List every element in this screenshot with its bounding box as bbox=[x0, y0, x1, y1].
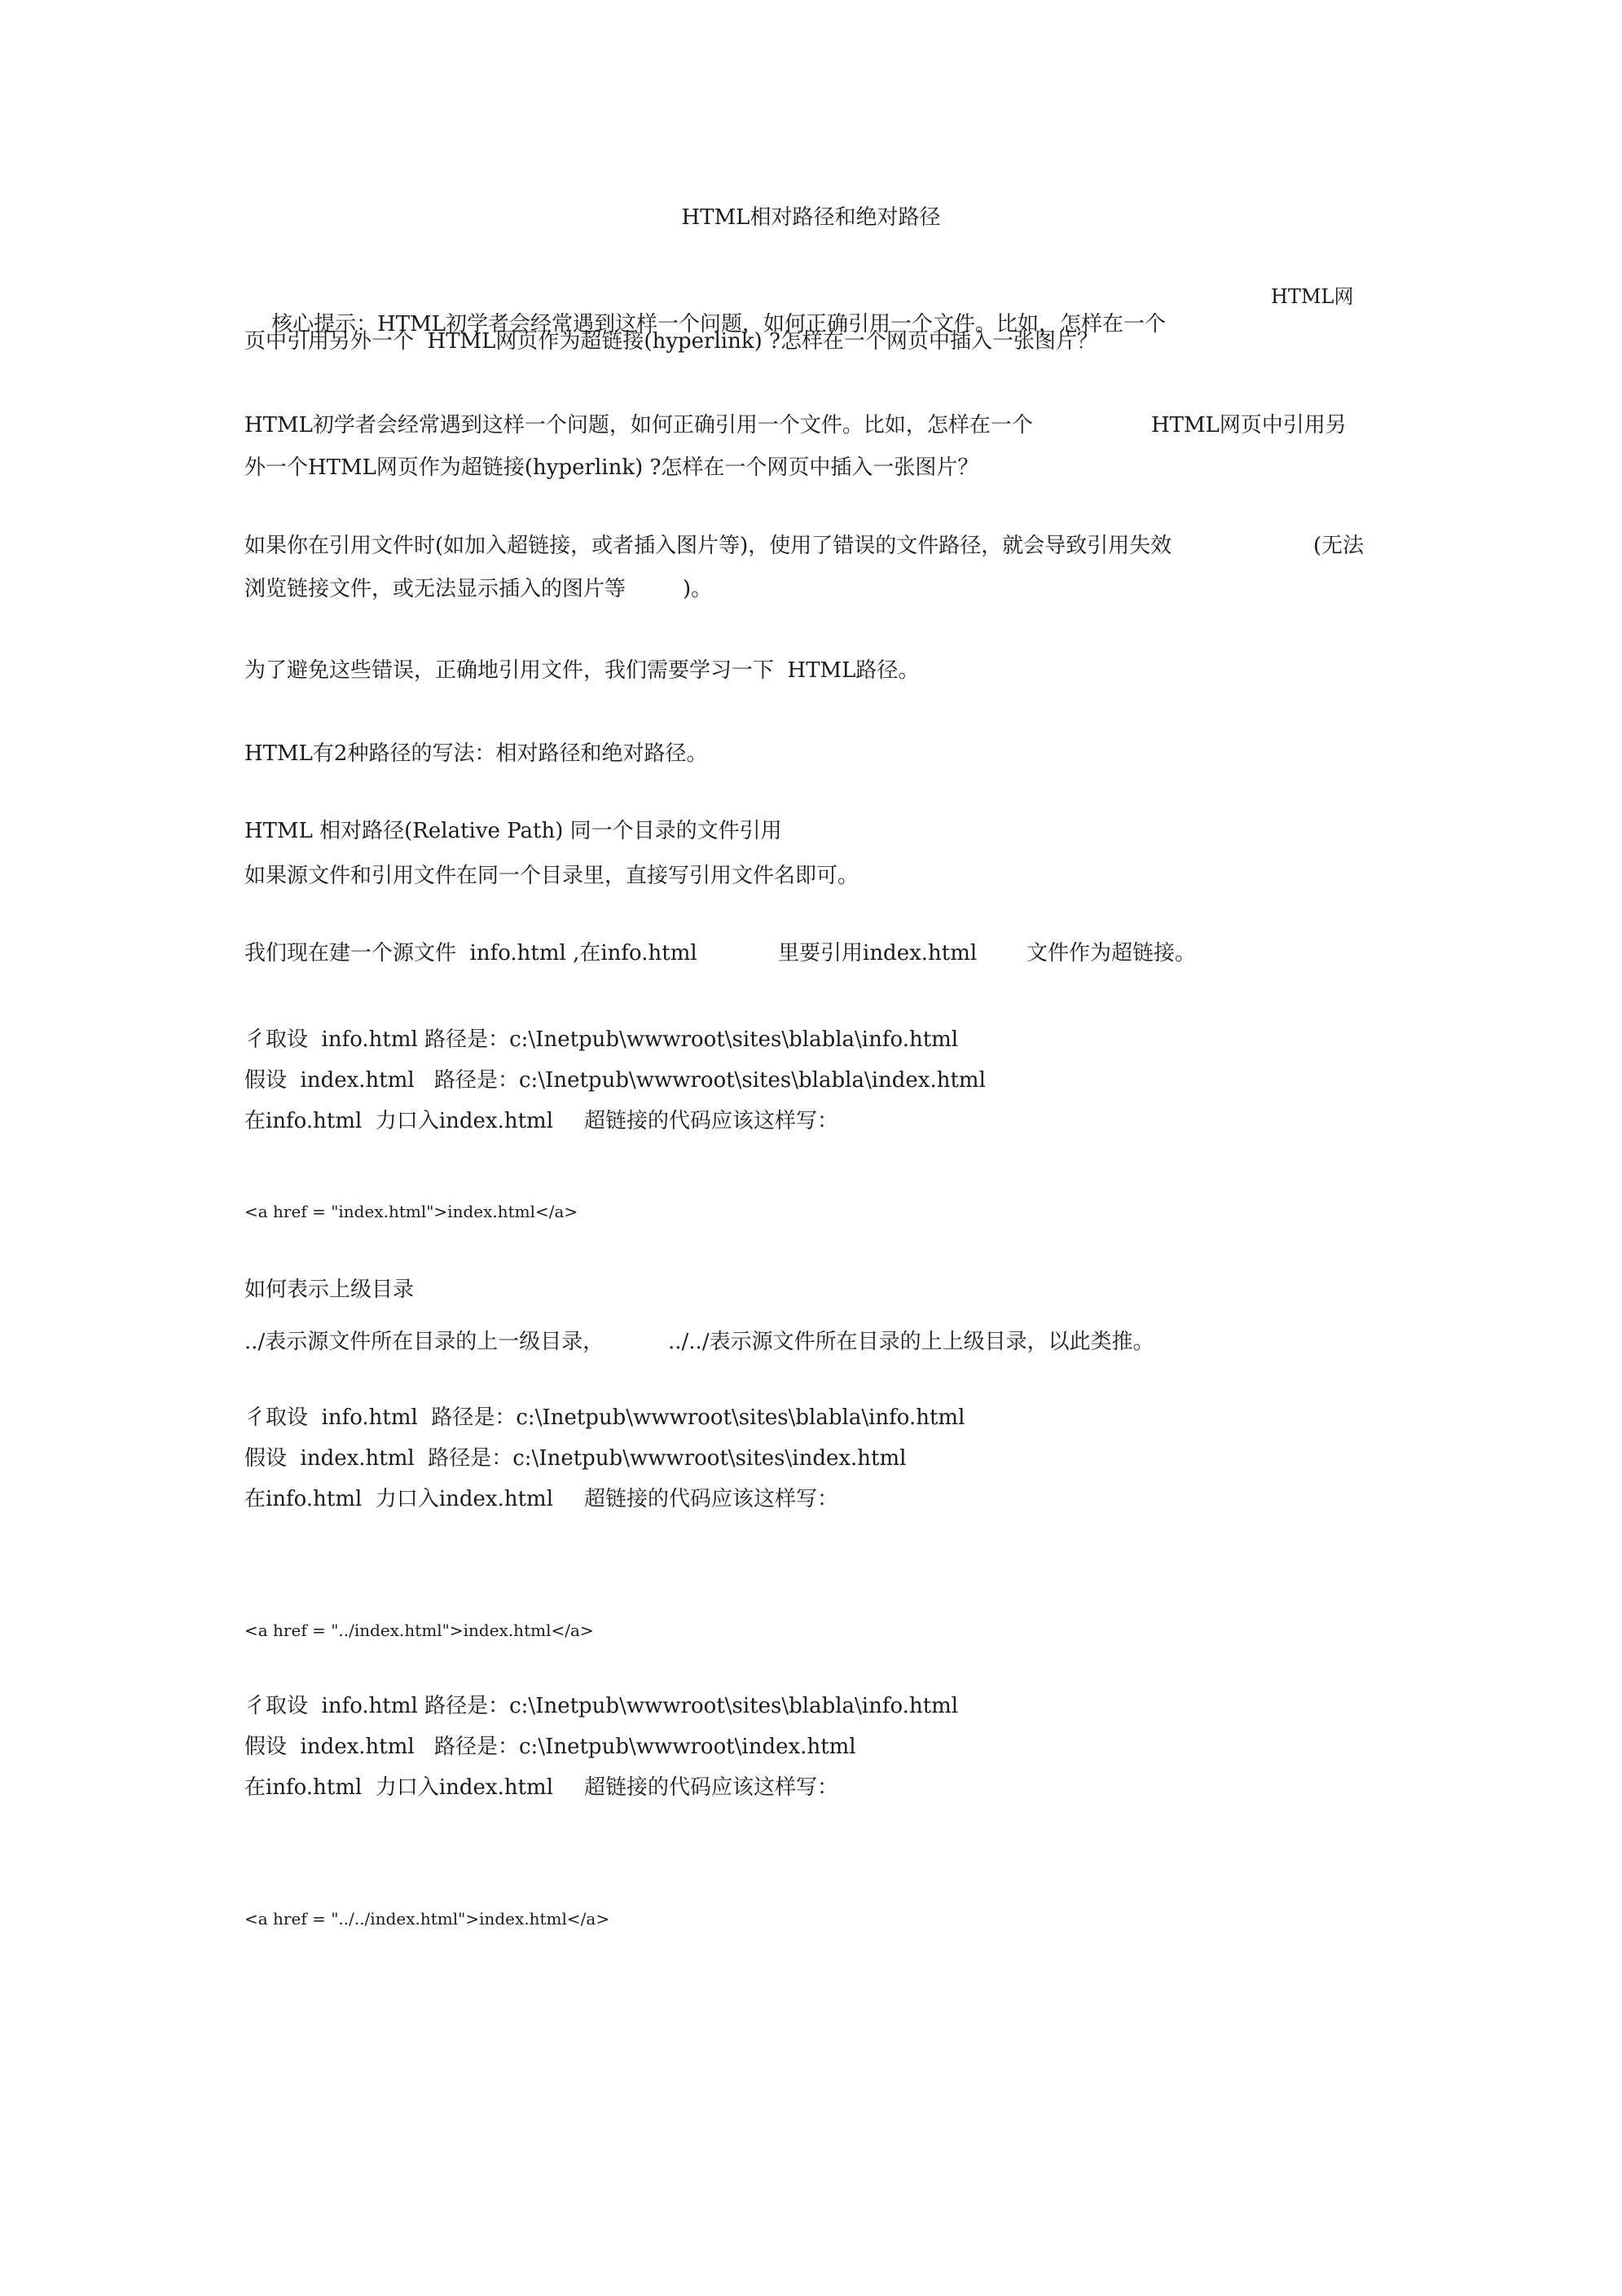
ex1-source-path: 彳取设 info.html 路径是：c:\Inetpub\wwwroot\sites\blabla\info.html bbox=[244, 1027, 959, 1052]
relative-path-desc: 如果源文件和引用文件在同一个目录里，直接写引用文件名即可。 bbox=[244, 864, 859, 888]
ex1-code: <a href = "index.html">index.html</a> bbox=[244, 1202, 578, 1221]
ex1-instruction-a: 在info.html 力口入index.html bbox=[244, 1109, 554, 1133]
ex3-code: <a href = "../../index.html">index.html</a> bbox=[244, 1909, 610, 1929]
document-title: HTML相对路径和绝对路径 bbox=[681, 205, 941, 230]
warning-line-1-tail: (无法 bbox=[1313, 534, 1365, 558]
two-ways-paragraph: HTML有2种路径的写法：相对路径和绝对路径。 bbox=[244, 741, 708, 766]
warning-line-2: 浏览链接文件，或无法显示插入的图片等 bbox=[244, 577, 626, 601]
warning-line-2-tail: )。 bbox=[683, 577, 713, 601]
ex3-target-label: 假设 index.html bbox=[244, 1735, 415, 1759]
example-intro-b: 里要引用index.html bbox=[778, 941, 978, 965]
avoid-paragraph: 为了避免这些错误，正确地引用文件，我们需要学习一下 HTML路径。 bbox=[244, 658, 920, 683]
summary-line-1-text: 核心提示：HTML初学者会经常遇到这样一个问题，如何正确引用一个文件。比如，怎样在一个 bbox=[271, 312, 1166, 336]
ex3-source-path: 彳取设 info.html 路径是：c:\Inetpub\wwwroot\sites\blabla\info.html bbox=[244, 1694, 959, 1718]
intro-line-2: 外一个HTML网页作为超链接(hyperlink) ?怎样在一个网页中插入一张图片？ bbox=[244, 455, 979, 480]
ex3-instruction-b: 超链接的代码应该这样写： bbox=[584, 1775, 839, 1800]
summary-line-1-tail: HTML网 bbox=[1271, 285, 1354, 308]
ex2-target-path: 假设 index.html 路径是：c:\Inetpub\wwwroot\sites\index.html bbox=[244, 1446, 907, 1471]
ex2-code: <a href = "../index.html">index.html</a> bbox=[244, 1621, 594, 1640]
parent-desc-a: ../表示源文件所在目录的上一级目录， bbox=[244, 1330, 604, 1354]
parent-heading: 如何表示上级目录 bbox=[244, 1278, 415, 1302]
ex1-target-label: 假设 index.html bbox=[244, 1068, 415, 1093]
intro-line-1: HTML初学者会经常遇到这样一个问题，如何正确引用一个文件。比如，怎样在一个 bbox=[244, 413, 1033, 438]
ex3-target-path: 路径是：c:\Inetpub\wwwroot\index.html bbox=[434, 1735, 856, 1759]
ex1-target-path: 路径是：c:\Inetpub\wwwroot\sites\blabla\index.html bbox=[434, 1068, 986, 1093]
parent-desc-b: ../../表示源文件所在目录的上上级目录，以此类推。 bbox=[668, 1330, 1154, 1354]
intro-line-1-tail: HTML网页中引用另 bbox=[1151, 413, 1347, 438]
relative-path-heading: HTML 相对路径(Relative Path) 同一个目录的文件引用 bbox=[244, 819, 782, 843]
summary-line-2: 页中引用另外一个 HTML网页作为超链接(hyperlink) ?怎样在一个网页中插入一张图片？ bbox=[244, 329, 1098, 354]
warning-line-1: 如果你在引用文件时(如加入超链接，或者插入图片等)，使用了错误的文件路径，就会导致引用失效 bbox=[244, 534, 1172, 558]
example-intro-c: 文件作为超链接。 bbox=[1026, 941, 1197, 965]
ex3-instruction-a: 在info.html 力口入index.html bbox=[244, 1775, 554, 1800]
ex1-instruction-b: 超链接的代码应该这样写： bbox=[584, 1109, 839, 1133]
example-intro-a: 我们现在建一个源文件 info.html ,在info.html bbox=[244, 941, 697, 965]
ex2-instruction-b: 超链接的代码应该这样写： bbox=[584, 1487, 839, 1511]
ex2-source-path: 彳取设 info.html 路径是：c:\Inetpub\wwwroot\sites\blabla\info.html bbox=[244, 1405, 965, 1430]
ex2-instruction-a: 在info.html 力口入index.html bbox=[244, 1487, 554, 1511]
